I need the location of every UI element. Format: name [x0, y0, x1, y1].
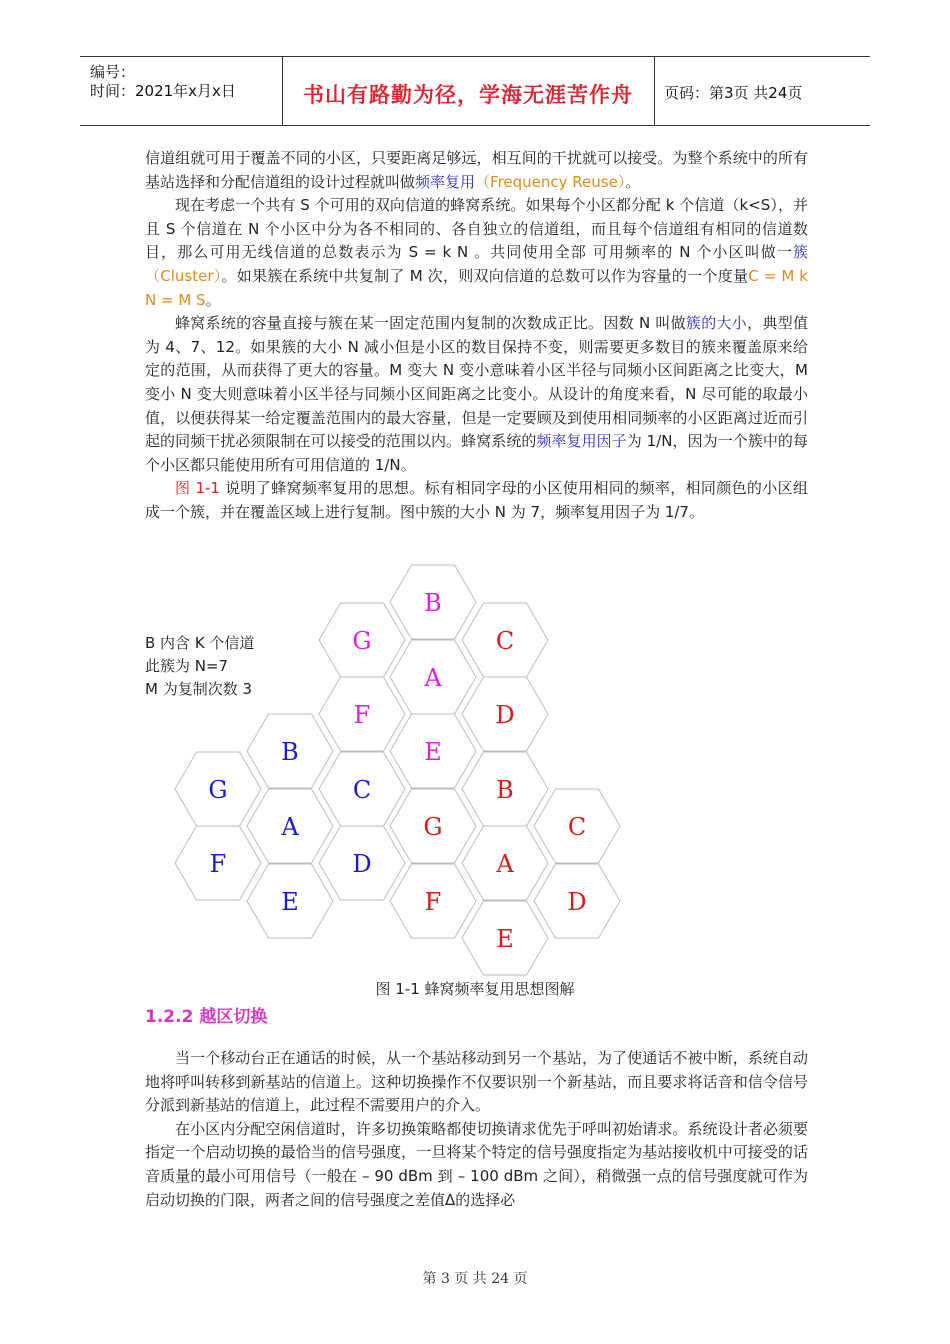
capacity-formula: C = M k N = M S [145, 266, 808, 309]
hex-cell-letter: D [352, 850, 372, 878]
figure-note-3: M 为复制次数 3 [145, 680, 253, 698]
motto-text: 书山有路勤为径，学海无涯苦作舟 [303, 83, 633, 107]
figure-reference: 图 1-1 [175, 479, 220, 498]
hex-cell-letter: D [495, 701, 515, 729]
text-run: 信道组就可用于覆盖不同的小区，只要距离足够远，相互间的干扰就可以接受。为整个系统中的所有基站选择和分配信道组的设计过程就叫做 [145, 149, 808, 191]
text-run: 为 1/N，因为一个簇中的每个小区都只能使用所有可用信道的 1/N。 [145, 432, 808, 474]
hex-cell-letter: E [424, 738, 442, 766]
hex-cell-letter: E [281, 888, 299, 916]
text-run: 说明了蜂窝频率复用的思想。标有相同字母的小区使用相同的频率，相同颜色的小区组成一个簇，并在覆盖区域上进行复制。图中簇的大小 N 为 7，频率复用因子为 1/7。 [145, 479, 808, 521]
doc-number-label: 编号： [90, 63, 136, 81]
hex-cell-letter: F [209, 850, 227, 878]
term-frequency-reuse-en: （Frequency Reuse） [475, 172, 626, 191]
header-meta-cell [80, 57, 283, 125]
text-run: 。 [205, 290, 221, 309]
hex-cell-letter: E [496, 925, 514, 953]
hex-cell-letter: A [496, 850, 514, 878]
hex-cell-letter: G [208, 776, 228, 804]
page-header [80, 56, 870, 126]
hex-cell-letter: B [281, 738, 299, 766]
hex-cell-letter: C [495, 627, 515, 655]
text-run: ，典型值为 4、7、12。如果簇的大小 N 减小但是小区的数目保持不变，则需要更多数目的簇来覆盖原来给定的范围，从而获得了更大的容量。M 变大 N 变小意味着小区半径与同频小区间距离之比变大，M 变小 N 变大则意味着小区半径与同频小区间距离之比变小。从设计的角度来看，N 尽可能的取最小值，以便获得某一给定覆盖范围内的最大容量，但是一定要顾及到使用相同频率的小区距离过近而引起的同频干扰必须限制在可以接受的范围以内。蜂窝系统的 [145, 314, 808, 451]
hex-cell-letter: G [423, 813, 443, 841]
body-text [145, 147, 808, 525]
section-paragraph-2: 在小区内分配空闲信道时，许多切换策略都使切换请求优先于呼叫初始请求。系统设计者必须要指定一个启动切换的最恰当的信号强度，一旦将某个特定的信号强度指定为基站接收机中可接受的话音质量的最小可用信号（一般在 – 90 dBm 到 – 100 dBm 之间），稍微强一点的信号强度就可作为启动切换的门限，两者之间的信号强度之差值Δ的选择必 [145, 1119, 808, 1209]
hex-cell-letter: C [567, 813, 587, 841]
hexagon-cluster-diagram [170, 560, 650, 980]
term-cluster: 簇 [792, 243, 808, 262]
figure-note-1: B 内含 K 个信道 [145, 634, 255, 652]
figure-note-2: 此簇为 N=7 [145, 657, 229, 675]
section-heading: 1.2.2 越区切换 [145, 1007, 268, 1027]
text-run: 。 [625, 172, 641, 191]
header-motto-cell [282, 57, 655, 125]
text-run: 蜂窝系统的容量直接与簇在某一固定范围内复制的次数成正比。因数 N 叫做 [175, 314, 686, 333]
paragraph-3 [145, 312, 808, 477]
section-paragraph-1: 当一个移动台正在通话的时候，从一个基站移动到另一个基站，为了使通话不被中断，系统自动地将呼叫转移到新基站的信道上。这种切换操作不仅要识别一个新基站，而且要求将话音和信令信号分派到新基站的信道上，此过程不需要用户的介入。 [145, 1049, 808, 1115]
header-page-cell [654, 57, 870, 125]
paragraph-4 [145, 477, 808, 524]
hex-cell-letter: B [424, 589, 442, 617]
term-frequency-reuse: 频率复用 [415, 172, 476, 191]
hex-cell-letter: A [281, 813, 299, 841]
figure-caption: 图 1-1 蜂窝频率复用思想图解 [375, 980, 575, 998]
hex-cell-letter: F [424, 888, 442, 916]
term-reuse-factor: 频率复用因子 [536, 432, 627, 451]
hex-cell-letter: G [352, 627, 372, 655]
text-run: 。如果簇在系统中共复制了 M 次，则双向信道的总数可以作为容量的一个度量 [221, 266, 749, 285]
paragraph-2 [145, 194, 808, 312]
hex-cell-letter: A [424, 664, 442, 692]
text-run: 现在考虑一个共有 S 个可用的双向信道的蜂窝系统。如果每个小区都分配 k 个信道（k<S），并且 S 个信道在 N 个小区中分为各不相同的、各自独立的信道组，而且每个信道组有相同的信道数目，那么可用无线信道的总数表示为 S = k N 。共同使用全部 可用频率的 N 个小区叫做一 [145, 196, 808, 262]
section-body [145, 1047, 808, 1212]
hex-cell-letter: D [567, 888, 587, 916]
page-footer: 第 3 页 共 24 页 [422, 1271, 528, 1287]
doc-time-label: 时间：2021年x月x日 [90, 82, 236, 100]
hex-cell-letter: B [496, 776, 514, 804]
term-cluster-en: （Cluster） [145, 266, 222, 285]
hex-cell-letter: C [352, 776, 372, 804]
hex-cell-letter: F [353, 701, 371, 729]
term-cluster-size: 簇的大小 [685, 314, 748, 333]
paragraph-1 [145, 147, 808, 194]
page-info: 页码：第3页 共24页 [664, 84, 803, 102]
